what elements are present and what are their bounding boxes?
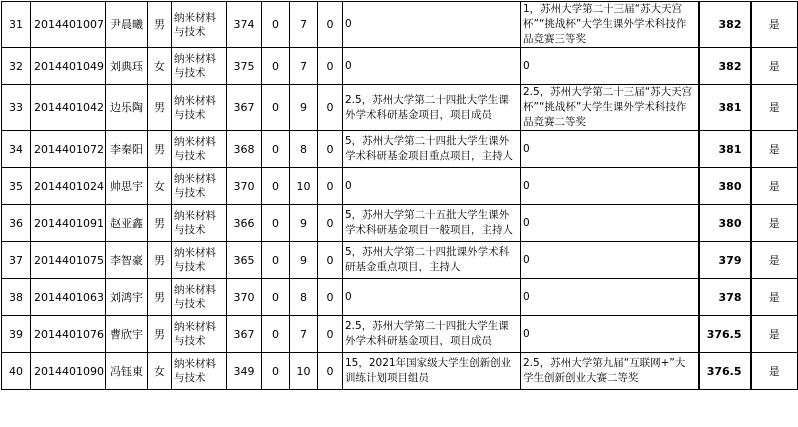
- name-cell: 边乐陶: [106, 85, 148, 131]
- student-id-cell: 2014401090: [31, 353, 106, 390]
- student-id-cell: 2014401042: [31, 85, 106, 131]
- awards-cell: 0: [521, 279, 699, 316]
- points-b-cell: 9: [290, 242, 318, 279]
- student-id-cell: 2014401063: [31, 279, 106, 316]
- major-cell: 纳米材料与技术: [172, 316, 227, 353]
- points-b-cell: 7: [290, 316, 318, 353]
- research-cell: 0: [343, 168, 521, 205]
- major-cell: 纳米材料与技术: [172, 353, 227, 390]
- points-c-cell: 0: [318, 353, 343, 390]
- result-cell: 是: [751, 2, 798, 48]
- seq-cell: 38: [2, 279, 31, 316]
- points-c-cell: 0: [318, 279, 343, 316]
- student-id-cell: 2014401072: [31, 131, 106, 168]
- name-cell: 刘鸿宇: [106, 279, 148, 316]
- points-a-cell: 0: [262, 205, 290, 242]
- result-cell: 是: [751, 131, 798, 168]
- awards-cell: 0: [521, 48, 699, 85]
- table-row: [2, 168, 798, 205]
- total-cell: 382: [699, 48, 751, 85]
- name-cell: 李智豪: [106, 242, 148, 279]
- score-cell: 366: [227, 205, 262, 242]
- points-c-cell: 0: [318, 48, 343, 85]
- points-b-cell: 9: [290, 85, 318, 131]
- result-cell: 是: [751, 205, 798, 242]
- points-a-cell: 0: [262, 131, 290, 168]
- total-cell: 382: [699, 2, 751, 48]
- points-c-cell: 0: [318, 131, 343, 168]
- gender-cell: 男: [148, 242, 172, 279]
- points-a-cell: 0: [262, 48, 290, 85]
- research-cell: 5，苏州大学第二十五批大学生课外学术科研基金项目一般项目，主持人: [343, 205, 521, 242]
- research-cell: 0: [343, 2, 521, 48]
- major-cell: 纳米材料与技术: [172, 242, 227, 279]
- points-b-cell: 10: [290, 168, 318, 205]
- major-cell: 纳米材料与技术: [172, 2, 227, 48]
- awards-cell: 2.5，苏州大学第九届“互联网+”大学生创新创业大赛二等奖: [521, 353, 699, 390]
- score-cell: 367: [227, 85, 262, 131]
- name-cell: 赵亚鑫: [106, 205, 148, 242]
- name-cell: 冯钰東: [106, 353, 148, 390]
- awards-cell: 0: [521, 168, 699, 205]
- points-b-cell: 10: [290, 353, 318, 390]
- seq-cell: 35: [2, 168, 31, 205]
- points-c-cell: 0: [318, 242, 343, 279]
- major-cell: 纳米材料与技术: [172, 131, 227, 168]
- seq-cell: 33: [2, 85, 31, 131]
- total-cell: 378: [699, 279, 751, 316]
- gender-cell: 男: [148, 131, 172, 168]
- points-c-cell: 0: [318, 316, 343, 353]
- research-cell: 5，苏州大学第二十四批大学生课外学术科研基金项目重点项目，主持人: [343, 131, 521, 168]
- research-cell: 2.5，苏州大学第二十四批大学生课外学术科研基金项目，项目成员: [343, 316, 521, 353]
- student-id-cell: 2014401091: [31, 205, 106, 242]
- research-cell: 15，2021年国家级大学生创新创业训练计划项目组员: [343, 353, 521, 390]
- table-row: [2, 316, 798, 353]
- total-cell: 381: [699, 131, 751, 168]
- seq-cell: 39: [2, 316, 31, 353]
- seq-cell: 36: [2, 205, 31, 242]
- gender-cell: 男: [148, 205, 172, 242]
- total-cell: 381: [699, 85, 751, 131]
- student-id-cell: 2014401024: [31, 168, 106, 205]
- awards-cell: 0: [521, 316, 699, 353]
- result-cell: 是: [751, 48, 798, 85]
- score-cell: 365: [227, 242, 262, 279]
- points-a-cell: 0: [262, 168, 290, 205]
- seq-cell: 40: [2, 353, 31, 390]
- score-cell: 370: [227, 168, 262, 205]
- total-cell: 376.5: [699, 316, 751, 353]
- awards-cell: 0: [521, 131, 699, 168]
- table-row: [2, 131, 798, 168]
- points-b-cell: 8: [290, 279, 318, 316]
- awards-cell: 0: [521, 242, 699, 279]
- awards-cell: 2.5，苏州大学第二十三届“苏大天宫杯”“挑战杯”大学生课外学术科技作品竞赛二等奖: [521, 85, 699, 131]
- result-cell: 是: [751, 168, 798, 205]
- points-a-cell: 0: [262, 353, 290, 390]
- points-a-cell: 0: [262, 2, 290, 48]
- table-row: [2, 85, 798, 131]
- points-a-cell: 0: [262, 279, 290, 316]
- name-cell: 李秦阳: [106, 131, 148, 168]
- major-cell: 纳米材料与技术: [172, 85, 227, 131]
- table-row: [2, 2, 798, 48]
- total-cell: 380: [699, 168, 751, 205]
- name-cell: 曹欣宇: [106, 316, 148, 353]
- name-cell: 刘典珏: [106, 48, 148, 85]
- major-cell: 纳米材料与技术: [172, 48, 227, 85]
- gender-cell: 女: [148, 168, 172, 205]
- table-row: [2, 48, 798, 85]
- points-c-cell: 0: [318, 168, 343, 205]
- awards-cell: 1，苏州大学第二十三届“苏大天宫杯”“挑战杯”大学生课外学术科技作品竞赛三等奖: [521, 2, 699, 48]
- points-a-cell: 0: [262, 242, 290, 279]
- table-row: [2, 353, 798, 390]
- gender-cell: 男: [148, 85, 172, 131]
- points-b-cell: 7: [290, 48, 318, 85]
- name-cell: 尹晨曦: [106, 2, 148, 48]
- result-cell: 是: [751, 242, 798, 279]
- points-a-cell: 0: [262, 85, 290, 131]
- points-c-cell: 0: [318, 205, 343, 242]
- table-row: [2, 205, 798, 242]
- research-cell: 2.5，苏州大学第二十四批大学生课外学术科研基金项目，项目成员: [343, 85, 521, 131]
- major-cell: 纳米材料与技术: [172, 279, 227, 316]
- points-a-cell: 0: [262, 316, 290, 353]
- score-cell: 374: [227, 2, 262, 48]
- student-id-cell: 2014401076: [31, 316, 106, 353]
- points-c-cell: 0: [318, 85, 343, 131]
- major-cell: 纳米材料与技术: [172, 168, 227, 205]
- seq-cell: 32: [2, 48, 31, 85]
- name-cell: 帅思宇: [106, 168, 148, 205]
- research-cell: 0: [343, 279, 521, 316]
- seq-cell: 34: [2, 131, 31, 168]
- gender-cell: 男: [148, 316, 172, 353]
- gender-cell: 女: [148, 353, 172, 390]
- result-cell: 是: [751, 279, 798, 316]
- student-id-cell: 2014401007: [31, 2, 106, 48]
- points-b-cell: 9: [290, 205, 318, 242]
- student-id-cell: 2014401075: [31, 242, 106, 279]
- seq-cell: 31: [2, 2, 31, 48]
- total-cell: 376.5: [699, 353, 751, 390]
- total-cell: 379: [699, 242, 751, 279]
- result-cell: 是: [751, 353, 798, 390]
- table-row: [2, 279, 798, 316]
- awards-cell: 0: [521, 205, 699, 242]
- research-cell: 0: [343, 48, 521, 85]
- student-id-cell: 2014401049: [31, 48, 106, 85]
- score-cell: 349: [227, 353, 262, 390]
- research-cell: 5，苏州大学第二十四批课外学术科研基金重点项目，主持人: [343, 242, 521, 279]
- gender-cell: 女: [148, 48, 172, 85]
- gender-cell: 男: [148, 2, 172, 48]
- total-cell: 380: [699, 205, 751, 242]
- ranking-table: [1, 1, 798, 390]
- score-cell: 367: [227, 316, 262, 353]
- score-cell: 375: [227, 48, 262, 85]
- score-cell: 370: [227, 279, 262, 316]
- seq-cell: 37: [2, 242, 31, 279]
- result-cell: 是: [751, 316, 798, 353]
- points-c-cell: 0: [318, 2, 343, 48]
- points-b-cell: 7: [290, 2, 318, 48]
- points-b-cell: 8: [290, 131, 318, 168]
- result-cell: 是: [751, 85, 798, 131]
- score-cell: 368: [227, 131, 262, 168]
- major-cell: 纳米材料与技术: [172, 205, 227, 242]
- table-row: [2, 242, 798, 279]
- gender-cell: 男: [148, 279, 172, 316]
